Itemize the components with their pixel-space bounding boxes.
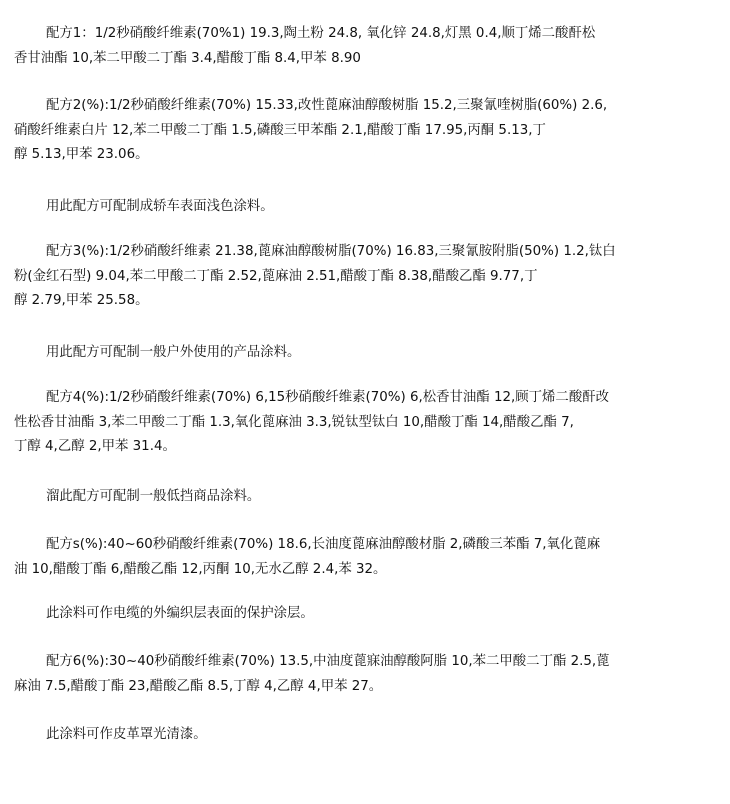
formula-1-paragraph bbox=[14, 22, 718, 71]
text-line: 配方3(%):1/2秒硝酸纤维素 21.38,蓖麻油醇酸树脂(70%) 16.83,三聚氰胺附脂(50%) 1.2,钛白 bbox=[46, 244, 616, 259]
text-line: 性松香甘油酯 3,苯二甲酸二丁酯 1.3,氧化蓖麻油 3.3,锐钛型钛白 10,醋酸丁酯 14,醋酸乙酯 7, bbox=[14, 414, 574, 430]
text-line: 配方4(%):1/2秒硝酸纤维素(70%) 6,15秒硝酸纤维素(70%) 6,松香甘油酯 12,顾丁烯二酸酐改 bbox=[46, 390, 609, 405]
text-line: 醇 2.79,甲苯 25.58。 bbox=[14, 293, 149, 308]
text-line: 此涂料可作电缆的外编织层表面的保护涂层。 bbox=[46, 606, 314, 621]
formula-3-note-paragraph bbox=[14, 341, 718, 366]
text-line: 醇 5.13,甲苯 23.06。 bbox=[14, 147, 149, 162]
text-line: 用此配方可配制成轿车表面浅色涂料。 bbox=[46, 199, 274, 214]
formula-4-paragraph bbox=[14, 386, 718, 460]
formula-6-note-paragraph bbox=[14, 723, 718, 748]
formula-2-note-paragraph bbox=[14, 195, 718, 220]
text-line: 麻油 7.5,醋酸丁酯 23,醋酸乙酯 8.5,丁醇 4,乙醇 4,甲苯 27。 bbox=[14, 678, 383, 694]
text-line: 油 10,醋酸丁酯 6,醋酸乙酯 12,丙酮 10,无水乙醇 2.4,苯 32。 bbox=[14, 561, 387, 577]
text-line: 配方6(%):30~40秒硝酸纤维素(70%) 13.5,中油度蓖寐油醇酸阿脂 10,苯二甲酸二丁酯 2.5,蓖 bbox=[46, 654, 610, 669]
text-line: 丁醇 4,乙醇 2,甲苯 31.4。 bbox=[14, 439, 176, 454]
text-line: 用此配方可配制一般户外使用的产品涂料。 bbox=[46, 345, 301, 360]
formula-6-paragraph bbox=[14, 650, 718, 699]
text-line: 香甘油酯 10,苯二甲酸二丁酯 3.4,醋酸丁酯 8.4,甲苯 8.90 bbox=[14, 50, 361, 66]
text-line: 配方s(%):40~60秒硝酸纤维素(70%) 18.6,长油度蓖麻油醇酸材脂 2,磷酸三苯酯 7,氧化蓖麻 bbox=[46, 537, 601, 552]
text-line: 硝酸纤维素白片 12,苯二甲酸二丁酯 1.5,磷酸三甲苯酯 2.1,醋酸丁酯 17.95,丙酮 5.13,丁 bbox=[14, 122, 546, 138]
text-line: 此涂料可作皮革罩光清漆。 bbox=[46, 727, 207, 742]
formula-3-paragraph bbox=[14, 240, 718, 314]
formula-5-paragraph bbox=[14, 533, 718, 582]
formula-4-note-paragraph bbox=[14, 485, 718, 510]
text-line: 溜此配方可配制一般低挡商品涂料。 bbox=[46, 489, 261, 504]
text-line: 粉(金红石型) 9.04,苯二甲酸二丁酯 2.52,蓖麻油 2.51,醋酸丁酯 8.38,醋酸乙酯 9.77,丁 bbox=[14, 268, 538, 284]
formula-2-paragraph bbox=[14, 94, 718, 168]
formula-5-note-paragraph bbox=[14, 602, 718, 627]
text-line: 配方2(%):1/2秒硝酸纤维素(70%) 15.33,改性蓖麻油醇酸树脂 15.2,三聚氰喹树脂(60%) 2.6, bbox=[46, 98, 608, 113]
text-line: 配方1：1/2秒硝酸纤维素(70%1) 19.3,陶土粉 24.8, 氧化锌 24.8,灯黑 0.4,顺丁烯二酸酐松 bbox=[46, 26, 596, 41]
